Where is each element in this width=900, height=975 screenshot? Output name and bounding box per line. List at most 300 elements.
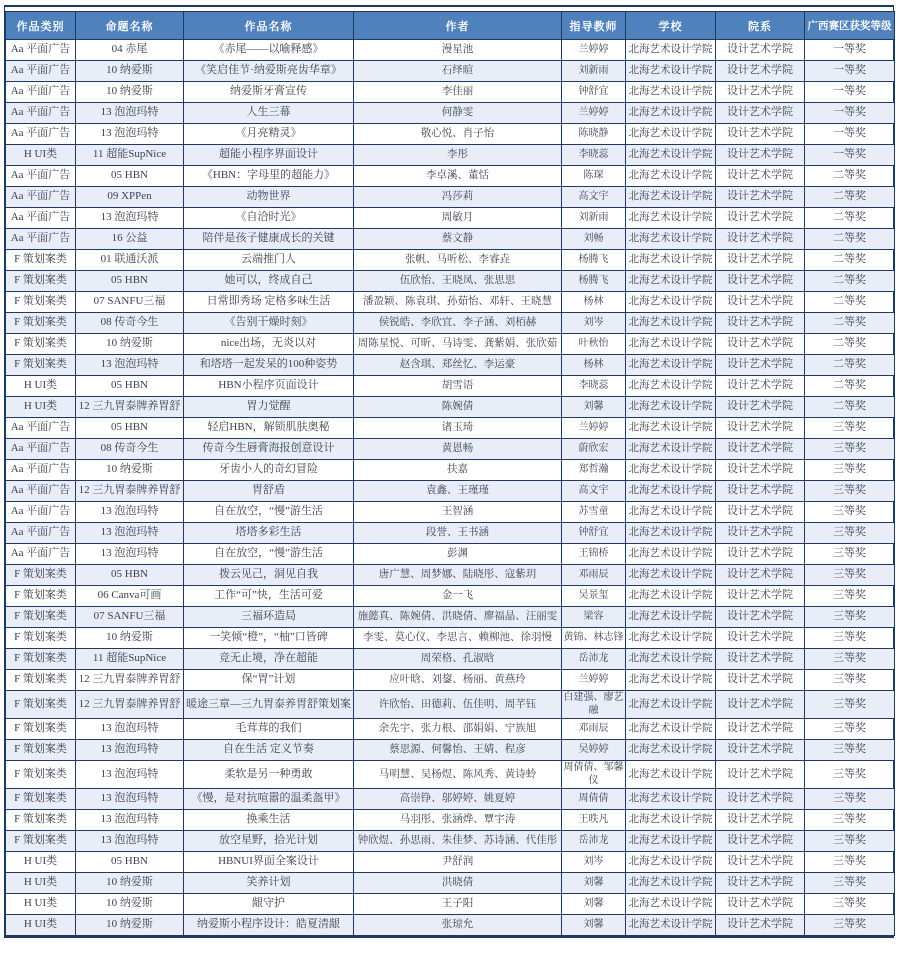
cell-department: 设计艺术学院 (716, 873, 805, 894)
cell-title: 换乘生活 (184, 810, 354, 831)
cell-award: 三等奖 (805, 565, 895, 586)
table-row (6, 103, 895, 124)
cell-award: 二等奖 (805, 271, 895, 292)
cell-advisor: 苏雪童 (562, 502, 626, 523)
cell-school: 北海艺术设计学院 (626, 523, 716, 544)
cell-advisor: 王昳凡 (562, 810, 626, 831)
column-header-title: 作品名称 (184, 12, 354, 40)
cell-school: 北海艺术设计学院 (626, 271, 716, 292)
table-row (6, 61, 895, 82)
cell-advisor: 杨腾飞 (562, 250, 626, 271)
cell-topic: 05 HBN (76, 565, 184, 586)
cell-category: F 策划案类 (6, 271, 76, 292)
cell-authors: 王子阳 (354, 894, 562, 915)
cell-topic: 13 泡泡玛特 (76, 523, 184, 544)
cell-title: 云端推门人 (184, 250, 354, 271)
cell-advisor: 杨腾飞 (562, 271, 626, 292)
cell-award: 三等奖 (805, 439, 895, 460)
table-row (6, 460, 895, 481)
cell-topic: 04 赤尾 (76, 40, 184, 61)
cell-authors: 马羽彤、张涵烨、覃宇涛 (354, 810, 562, 831)
cell-school: 北海艺术设计学院 (626, 628, 716, 649)
cell-award: 三等奖 (805, 670, 895, 691)
cell-advisor: 杨林 (562, 292, 626, 313)
cell-advisor: 吴婷婷 (562, 740, 626, 761)
table-row (6, 124, 895, 145)
cell-school: 北海艺术设计学院 (626, 292, 716, 313)
cell-topic: 13 泡泡玛特 (76, 789, 184, 810)
cell-title: 轻启HBN，解锁肌肤奥秘 (184, 418, 354, 439)
cell-award: 三等奖 (805, 810, 895, 831)
table-row (6, 740, 895, 761)
column-header-department: 院系 (716, 12, 805, 40)
cell-title: 《慢，是对抗喧嚣的温柔盔甲》 (184, 789, 354, 810)
cell-title: 暖途三章—三九胃泰养胃舒策划案 (184, 691, 354, 719)
cell-authors: 李卓溪、董恬 (354, 166, 562, 187)
table-row (6, 376, 895, 397)
cell-department: 设计艺术学院 (716, 292, 805, 313)
cell-topic: 12 三九胃泰牌养胃舒 (76, 670, 184, 691)
cell-authors: 洪晓倩 (354, 873, 562, 894)
cell-advisor: 邓雨辰 (562, 719, 626, 740)
cell-category: Aa 平面广告 (6, 439, 76, 460)
cell-category: F 策划案类 (6, 740, 76, 761)
cell-award: 三等奖 (805, 831, 895, 852)
table-row (6, 894, 895, 915)
cell-category: F 策划案类 (6, 628, 76, 649)
cell-department: 设计艺术学院 (716, 229, 805, 250)
cell-title: 保“胃”计划 (184, 670, 354, 691)
cell-category: F 策划案类 (6, 670, 76, 691)
cell-category: F 策划案类 (6, 649, 76, 670)
cell-topic: 09 XPPen (76, 187, 184, 208)
cell-category: Aa 平面广告 (6, 61, 76, 82)
cell-advisor: 蔚欣宏 (562, 439, 626, 460)
cell-department: 设计艺术学院 (716, 355, 805, 376)
cell-authors: 胡雪语 (354, 376, 562, 397)
cell-authors: 蔡思源、何馨怡、王婧、程彦 (354, 740, 562, 761)
cell-advisor: 白建强、廖艺融 (562, 691, 626, 719)
awards-results-table (5, 11, 895, 936)
cell-advisor: 刘新雨 (562, 61, 626, 82)
cell-school: 北海艺术设计学院 (626, 40, 716, 61)
cell-category: F 策划案类 (6, 355, 76, 376)
cell-authors: 张琼允 (354, 915, 562, 936)
cell-award: 二等奖 (805, 229, 895, 250)
cell-advisor: 高文宇 (562, 481, 626, 502)
cell-school: 北海艺术设计学院 (626, 740, 716, 761)
cell-topic: 07 SANFU三福 (76, 292, 184, 313)
cell-authors: 唐广慧、周梦娜、陆晓彤、寇紫玥 (354, 565, 562, 586)
cell-category: Aa 平面广告 (6, 82, 76, 103)
cell-authors: 余先宇、张力根、邵娟娟、宁族旭 (354, 719, 562, 740)
cell-category: Aa 平面广告 (6, 460, 76, 481)
cell-topic: 12 三九胃泰牌养胃舒 (76, 481, 184, 502)
cell-department: 设计艺术学院 (716, 250, 805, 271)
cell-advisor: 杨林 (562, 355, 626, 376)
table-row (6, 523, 895, 544)
column-header-award: 广西赛区获奖等级 (805, 12, 895, 40)
cell-title: nice出场，无炎以对 (184, 334, 354, 355)
cell-topic: 16 公益 (76, 229, 184, 250)
table-row (6, 271, 895, 292)
cell-advisor: 李晓蕊 (562, 145, 626, 166)
cell-advisor: 郑哲瀚 (562, 460, 626, 481)
table-row (6, 313, 895, 334)
cell-award: 一等奖 (805, 145, 895, 166)
cell-department: 设计艺术学院 (716, 103, 805, 124)
cell-title: 《告别干燥时刻》 (184, 313, 354, 334)
cell-title: 放空星野，拾光计划 (184, 831, 354, 852)
cell-department: 设计艺术学院 (716, 439, 805, 460)
cell-authors: 尹舒润 (354, 852, 562, 873)
cell-school: 北海艺术设计学院 (626, 208, 716, 229)
cell-award: 三等奖 (805, 691, 895, 719)
cell-advisor: 邓雨辰 (562, 565, 626, 586)
table-row (6, 670, 895, 691)
cell-department: 设计艺术学院 (716, 313, 805, 334)
cell-title: 笑养计划 (184, 873, 354, 894)
cell-authors: 段誉、王书涵 (354, 523, 562, 544)
cell-school: 北海艺术设计学院 (626, 229, 716, 250)
table-row (6, 502, 895, 523)
cell-school: 北海艺术设计学院 (626, 607, 716, 628)
cell-authors: 敬心悦、肖子怡 (354, 124, 562, 145)
cell-department: 设计艺术学院 (716, 789, 805, 810)
table-row (6, 334, 895, 355)
cell-department: 设计艺术学院 (716, 124, 805, 145)
cell-category: F 策划案类 (6, 789, 76, 810)
cell-authors: 彭渊 (354, 544, 562, 565)
cell-category: F 策划案类 (6, 334, 76, 355)
cell-school: 北海艺术设计学院 (626, 397, 716, 418)
cell-advisor: 刘馨 (562, 873, 626, 894)
cell-title: 三福环造局 (184, 607, 354, 628)
cell-advisor: 叶秋怡 (562, 334, 626, 355)
cell-authors: 周荣格、孔淑晗 (354, 649, 562, 670)
cell-topic: 13 泡泡玛特 (76, 355, 184, 376)
cell-award: 三等奖 (805, 649, 895, 670)
cell-topic: 10 纳爱斯 (76, 82, 184, 103)
cell-department: 设计艺术学院 (716, 187, 805, 208)
cell-department: 设计艺术学院 (716, 852, 805, 873)
cell-department: 设计艺术学院 (716, 894, 805, 915)
results-table-frame (4, 5, 894, 938)
table-row (6, 873, 895, 894)
cell-category: H UI类 (6, 145, 76, 166)
cell-topic: 13 泡泡玛特 (76, 740, 184, 761)
cell-category: Aa 平面广告 (6, 502, 76, 523)
table-row (6, 418, 895, 439)
cell-advisor: 钟舒宜 (562, 523, 626, 544)
table-row (6, 719, 895, 740)
cell-category: Aa 平面广告 (6, 418, 76, 439)
cell-category: H UI类 (6, 376, 76, 397)
cell-category: F 策划案类 (6, 607, 76, 628)
table-row (6, 166, 895, 187)
cell-authors: 李佳丽 (354, 82, 562, 103)
cell-category: F 策划案类 (6, 810, 76, 831)
cell-title: 纳爱斯牙膏宣传 (184, 82, 354, 103)
table-row (6, 355, 895, 376)
cell-topic: 10 纳爱斯 (76, 894, 184, 915)
cell-advisor: 岳沛龙 (562, 649, 626, 670)
cell-advisor: 吴景玺 (562, 586, 626, 607)
cell-school: 北海艺术设计学院 (626, 789, 716, 810)
table-row (6, 145, 895, 166)
cell-award: 二等奖 (805, 397, 895, 418)
cell-award: 一等奖 (805, 40, 895, 61)
cell-authors: 蔡文静 (354, 229, 562, 250)
cell-authors: 扶嘉 (354, 460, 562, 481)
cell-advisor: 刘岑 (562, 852, 626, 873)
cell-department: 设计艺术学院 (716, 565, 805, 586)
cell-school: 北海艺术设计学院 (626, 166, 716, 187)
cell-topic: 13 泡泡玛特 (76, 124, 184, 145)
cell-title: 动物世界 (184, 187, 354, 208)
cell-topic: 06 Canva可画 (76, 586, 184, 607)
cell-award: 三等奖 (805, 607, 895, 628)
cell-authors: 冯莎莉 (354, 187, 562, 208)
cell-advisor: 刘馨 (562, 915, 626, 936)
cell-topic: 05 HBN (76, 376, 184, 397)
cell-department: 设计艺术学院 (716, 166, 805, 187)
cell-award: 三等奖 (805, 481, 895, 502)
cell-department: 设计艺术学院 (716, 271, 805, 292)
cell-department: 设计艺术学院 (716, 145, 805, 166)
table-row (6, 852, 895, 873)
cell-school: 北海艺术设计学院 (626, 334, 716, 355)
cell-topic: 05 HBN (76, 166, 184, 187)
cell-department: 设计艺术学院 (716, 670, 805, 691)
cell-topic: 13 泡泡玛特 (76, 502, 184, 523)
cell-school: 北海艺术设计学院 (626, 894, 716, 915)
cell-school: 北海艺术设计学院 (626, 831, 716, 852)
cell-department: 设计艺术学院 (716, 334, 805, 355)
cell-advisor: 兰婷婷 (562, 40, 626, 61)
cell-department: 设计艺术学院 (716, 502, 805, 523)
cell-advisor: 黄锦、林志锋 (562, 628, 626, 649)
column-header-school: 学校 (626, 12, 716, 40)
cell-award: 三等奖 (805, 586, 895, 607)
cell-title: 柔软是另一种勇敢 (184, 761, 354, 789)
cell-advisor: 兰婷婷 (562, 670, 626, 691)
table-row (6, 691, 895, 719)
table-row (6, 810, 895, 831)
cell-advisor: 刘畅 (562, 229, 626, 250)
cell-authors: 张帆、马听松、李睿垚 (354, 250, 562, 271)
cell-department: 设计艺术学院 (716, 481, 805, 502)
cell-authors: 侯锐皓、李欣宜、李子涵、刘栢赫 (354, 313, 562, 334)
cell-authors: 马明慧、吴杨煜、陈风秀、黄诗蛉 (354, 761, 562, 789)
table-row (6, 208, 895, 229)
cell-award: 三等奖 (805, 418, 895, 439)
cell-authors: 石绎暄 (354, 61, 562, 82)
cell-authors: 袁鑫、王瑾瑾 (354, 481, 562, 502)
cell-school: 北海艺术设计学院 (626, 481, 716, 502)
cell-award: 三等奖 (805, 502, 895, 523)
cell-department: 设计艺术学院 (716, 719, 805, 740)
cell-category: F 策划案类 (6, 565, 76, 586)
cell-authors: 陈婉倩 (354, 397, 562, 418)
cell-school: 北海艺术设计学院 (626, 103, 716, 124)
cell-authors: 许欣怡、田德莉、伍佳明、周芊钰 (354, 691, 562, 719)
cell-title: 胃舒盾 (184, 481, 354, 502)
cell-school: 北海艺术设计学院 (626, 124, 716, 145)
cell-title: 一笑倾“橙”，“柚”口皆碑 (184, 628, 354, 649)
cell-department: 设计艺术学院 (716, 607, 805, 628)
cell-school: 北海艺术设计学院 (626, 852, 716, 873)
cell-department: 设计艺术学院 (716, 376, 805, 397)
cell-topic: 13 泡泡玛特 (76, 831, 184, 852)
cell-authors: 潘盈颖、陈袁琪、孙茹怡、邓轩、王晓慧 (354, 292, 562, 313)
cell-advisor: 王锦桥 (562, 544, 626, 565)
cell-school: 北海艺术设计学院 (626, 873, 716, 894)
cell-award: 二等奖 (805, 187, 895, 208)
cell-category: F 策划案类 (6, 831, 76, 852)
cell-category: H UI类 (6, 852, 76, 873)
cell-award: 一等奖 (805, 124, 895, 145)
cell-title: 《自洽时光》 (184, 208, 354, 229)
table-row (6, 649, 895, 670)
cell-category: Aa 平面广告 (6, 166, 76, 187)
cell-topic: 11 超能SupNice (76, 145, 184, 166)
cell-title: 自在生活 定义节奏 (184, 740, 354, 761)
cell-award: 三等奖 (805, 915, 895, 936)
cell-topic: 05 HBN (76, 852, 184, 873)
cell-school: 北海艺术设计学院 (626, 915, 716, 936)
cell-category: F 策划案类 (6, 586, 76, 607)
table-row (6, 292, 895, 313)
table-row (6, 544, 895, 565)
cell-department: 设计艺术学院 (716, 418, 805, 439)
cell-school: 北海艺术设计学院 (626, 145, 716, 166)
cell-school: 北海艺术设计学院 (626, 719, 716, 740)
cell-title: 拨云见己，洞见自我 (184, 565, 354, 586)
cell-authors: 何静雯 (354, 103, 562, 124)
column-header-topic: 命题名称 (76, 12, 184, 40)
cell-authors: 伍欣怡、王晓凤、张思思 (354, 271, 562, 292)
cell-school: 北海艺术设计学院 (626, 586, 716, 607)
cell-department: 设计艺术学院 (716, 831, 805, 852)
cell-school: 北海艺术设计学院 (626, 565, 716, 586)
cell-award: 二等奖 (805, 208, 895, 229)
cell-school: 北海艺术设计学院 (626, 376, 716, 397)
cell-award: 三等奖 (805, 894, 895, 915)
cell-advisor: 李晓蕊 (562, 376, 626, 397)
cell-title: 超能小程序界面设计 (184, 145, 354, 166)
cell-award: 三等奖 (805, 523, 895, 544)
table-row (6, 607, 895, 628)
cell-category: F 策划案类 (6, 292, 76, 313)
cell-title: 竞无止境，净在超能 (184, 649, 354, 670)
cell-title: 纳爱斯小程序设计：皓夏清龈 (184, 915, 354, 936)
cell-authors: 金一飞 (354, 586, 562, 607)
cell-award: 一等奖 (805, 61, 895, 82)
cell-authors: 李雯、莫心仪、李思言、赖柳池、徐羽慢 (354, 628, 562, 649)
cell-authors: 诸玉琦 (354, 418, 562, 439)
table-row (6, 481, 895, 502)
cell-award: 三等奖 (805, 761, 895, 789)
table-row (6, 761, 895, 789)
table-row (6, 229, 895, 250)
cell-category: F 策划案类 (6, 691, 76, 719)
cell-topic: 13 泡泡玛特 (76, 208, 184, 229)
cell-title: 牙齿小人的奇幻冒险 (184, 460, 354, 481)
cell-title: 龈守护 (184, 894, 354, 915)
cell-title: 人生三幕 (184, 103, 354, 124)
cell-award: 三等奖 (805, 460, 895, 481)
cell-department: 设计艺术学院 (716, 740, 805, 761)
cell-advisor: 岳沛龙 (562, 831, 626, 852)
cell-advisor: 周倩倩、邹馨仪 (562, 761, 626, 789)
cell-school: 北海艺术设计学院 (626, 670, 716, 691)
table-row (6, 82, 895, 103)
cell-title: 《赤尾——以喻释感》 (184, 40, 354, 61)
cell-category: Aa 平面广告 (6, 40, 76, 61)
cell-award: 二等奖 (805, 313, 895, 334)
table-row (6, 915, 895, 936)
cell-school: 北海艺术设计学院 (626, 691, 716, 719)
column-header-advisor: 指导教师 (562, 12, 626, 40)
table-row (6, 439, 895, 460)
table-row (6, 789, 895, 810)
cell-advisor: 陈琛 (562, 166, 626, 187)
cell-topic: 13 泡泡玛特 (76, 544, 184, 565)
cell-title: HBNUI界面全案设计 (184, 852, 354, 873)
cell-authors: 钟欣煜、孙思雨、朱佳梦、苏诗涵、代佳彤 (354, 831, 562, 852)
cell-department: 设计艺术学院 (716, 544, 805, 565)
cell-category: F 策划案类 (6, 250, 76, 271)
table-row (6, 586, 895, 607)
cell-category: Aa 平面广告 (6, 229, 76, 250)
cell-department: 设计艺术学院 (716, 691, 805, 719)
cell-topic: 13 泡泡玛特 (76, 719, 184, 740)
cell-topic: 10 纳爱斯 (76, 873, 184, 894)
cell-advisor: 兰婷婷 (562, 418, 626, 439)
cell-award: 三等奖 (805, 544, 895, 565)
cell-title: 日常即秀场 定格多味生活 (184, 292, 354, 313)
cell-authors: 应叶晗、刘鋆、杨丽、黄燕玲 (354, 670, 562, 691)
cell-department: 设计艺术学院 (716, 40, 805, 61)
cell-topic: 11 超能SupNice (76, 649, 184, 670)
cell-advisor: 梁容 (562, 607, 626, 628)
cell-award: 三等奖 (805, 719, 895, 740)
cell-category: Aa 平面广告 (6, 187, 76, 208)
cell-department: 设计艺术学院 (716, 628, 805, 649)
cell-category: F 策划案类 (6, 313, 76, 334)
results-table-body (6, 40, 895, 936)
cell-authors: 施懿真、陈婉倩、洪晓倩、廖福晶、汪丽雯 (354, 607, 562, 628)
cell-topic: 12 三九胃泰牌养胃舒 (76, 397, 184, 418)
cell-category: H UI类 (6, 915, 76, 936)
cell-award: 三等奖 (805, 873, 895, 894)
cell-award: 一等奖 (805, 82, 895, 103)
cell-title: 《笑启佳节·纳爱斯亮齿华章》 (184, 61, 354, 82)
cell-topic: 10 纳爱斯 (76, 460, 184, 481)
cell-department: 设计艺术学院 (716, 649, 805, 670)
cell-award: 三等奖 (805, 852, 895, 873)
cell-title: 传奇今生唇膏海报创意设计 (184, 439, 354, 460)
cell-authors: 周敏月 (354, 208, 562, 229)
cell-award: 二等奖 (805, 250, 895, 271)
table-row (6, 565, 895, 586)
cell-authors: 周陈星悦、可昕、马诗雯、龚紫娟、张欣茹 (354, 334, 562, 355)
cell-school: 北海艺术设计学院 (626, 761, 716, 789)
cell-school: 北海艺术设计学院 (626, 187, 716, 208)
cell-title: 塔塔多彩生活 (184, 523, 354, 544)
cell-school: 北海艺术设计学院 (626, 810, 716, 831)
